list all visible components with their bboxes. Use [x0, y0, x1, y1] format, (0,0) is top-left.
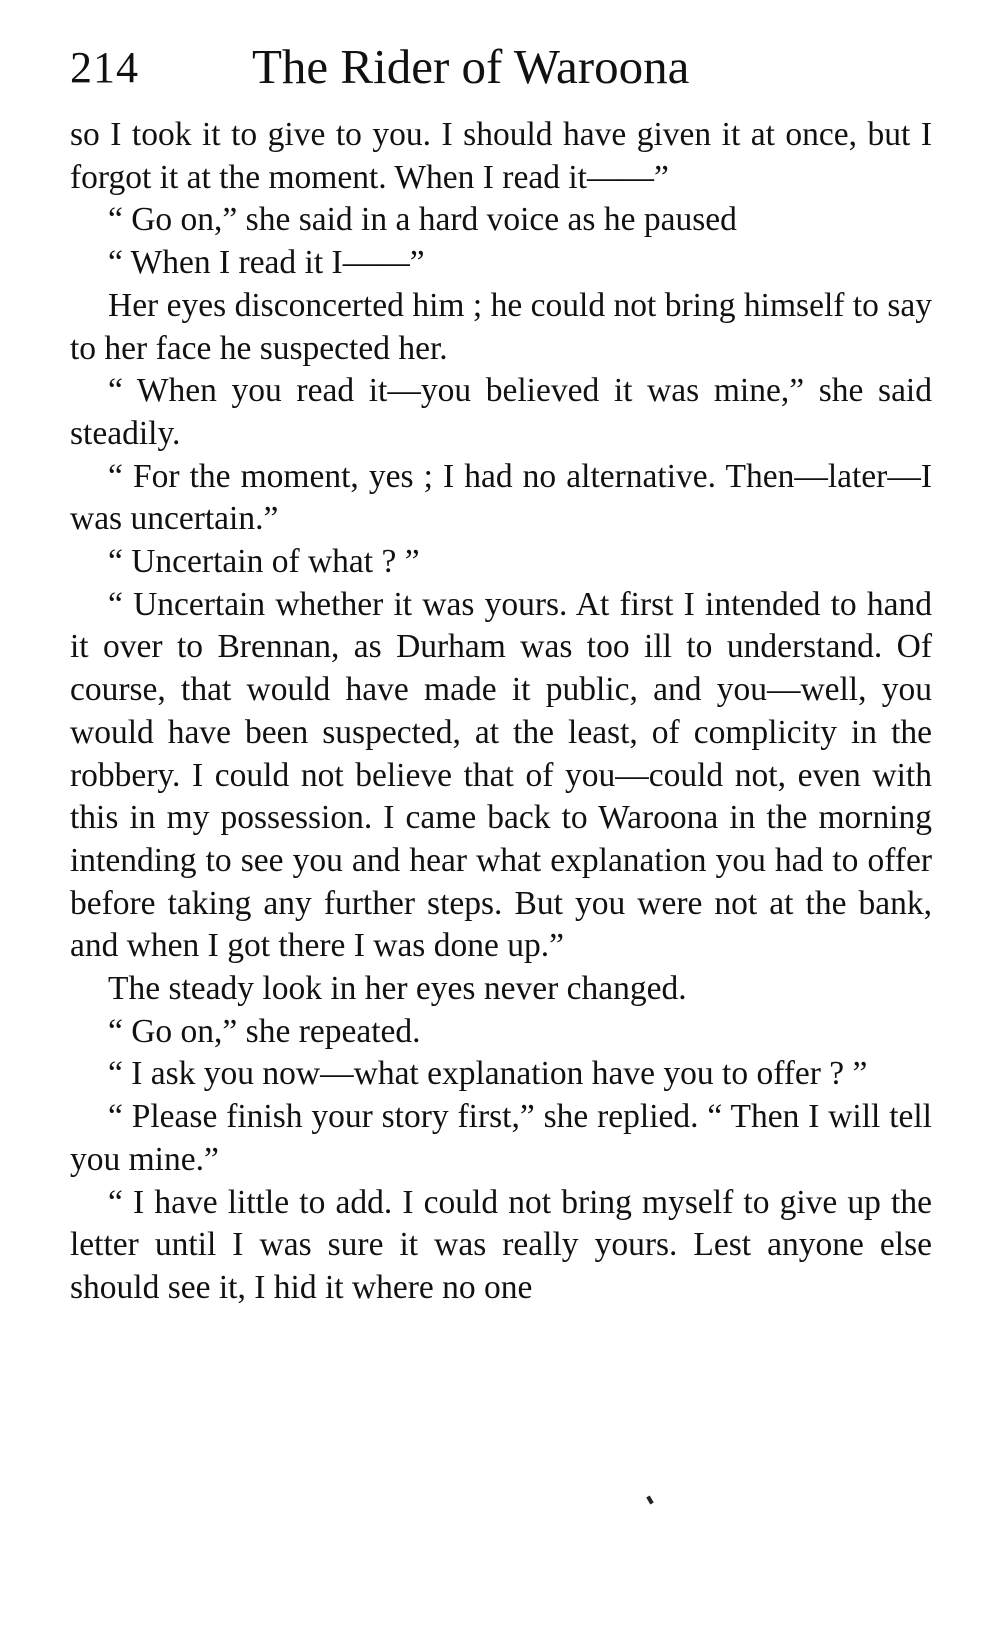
running-title: The Rider of Waroona — [252, 39, 690, 94]
paragraph: The steady look in her eyes never changed. — [108, 970, 687, 1008]
paragraph: “ When you read it—you believed it was mine,” she said steadily. — [70, 372, 932, 452]
book-page — [70, 38, 932, 1310]
paragraph: “ Go on,” she repeated. — [108, 1012, 421, 1050]
paragraph: “ Please finish your story first,” she replied. “ Then I will tell you mine.” — [70, 1098, 932, 1178]
print-speck — [646, 1496, 653, 1505]
paragraph: “ Go on,” she said in a hard voice as he paused — [108, 201, 737, 239]
paragraph: so I took it to give to you. I should have given it at once, but I forgot it at the moment. When I read it——” — [70, 116, 932, 196]
paragraph: “ I have little to add. I could not bring myself to give up the letter until I was sure it was really yours. Lest anyone else should see it, I hid it where no one — [70, 1183, 932, 1306]
body-text — [70, 114, 932, 1310]
paragraph: “ I ask you now—what explanation have you to offer ? ” — [108, 1055, 868, 1093]
paragraph: Her eyes disconcerted him ; he could not bring himself to say to her face he suspected her. — [70, 286, 932, 367]
paragraph: “ Uncertain whether it was yours. At first I intended to hand it over to Brennan, as Durham was too ill to understand. Of course, that would have made it public, and you—well, you would have been suspected, at the least, of complicity in the robbery. I could not believe that of you—could not, even with this in my possession. I came back to Waroona in the morning intending to see you and hear what explanation you had to offer before taking any further steps. But you were not at the bank, and when I got there I was done up.” — [70, 585, 932, 965]
paragraph: “ For the moment, yes ; I had no alternative. Then—later—I was uncertain.” — [70, 457, 932, 538]
paragraph: “ When I read it I——” — [108, 244, 425, 282]
paragraph: “ Uncertain of what ? ” — [108, 543, 420, 581]
page-header — [70, 38, 932, 108]
page-number: 214 — [70, 43, 139, 92]
